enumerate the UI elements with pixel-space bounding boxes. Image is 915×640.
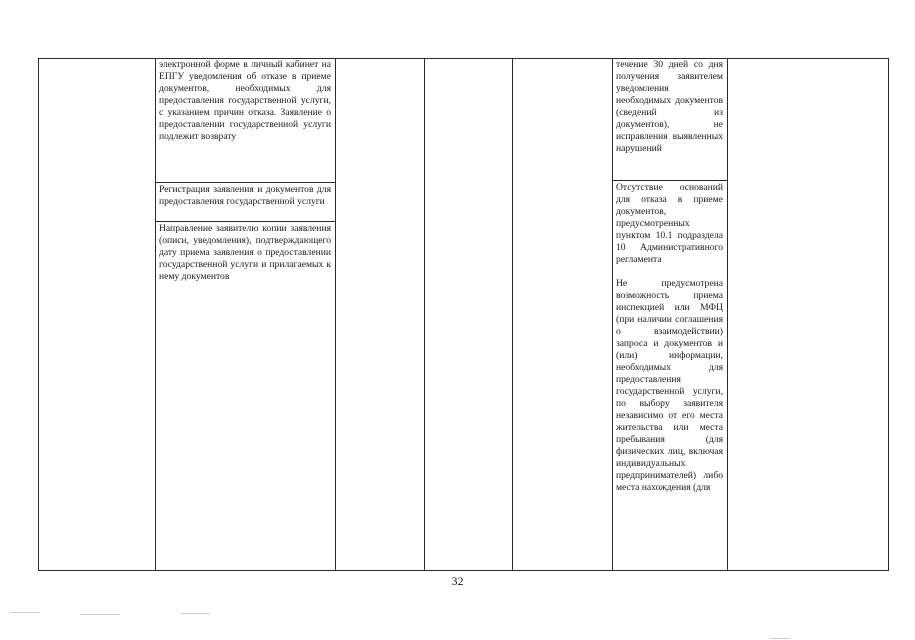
col2-row-separator-2 xyxy=(155,221,336,222)
copy-direction-paragraph: Направление заявителю копии заявления (описи, уведомления), подтверждающего дату приема заявления о предоставлении государственной услуги и прилагаемых к нему документов xyxy=(159,223,331,282)
column-divider-6 xyxy=(727,58,728,571)
scan-artifact xyxy=(80,614,120,615)
extraterritorial-paragraph: Не предусмотрена возможность приема инспекцией или МФЦ (при наличии соглашения о взаимодействии) запроса и документов и (или) информации, необходимых для предоставления государственной услуги, по выбору заявителя независимо от его места жительства или места пребывания (для физических лиц, включая индивидуальных предпринимателей) либо места нахождения (для xyxy=(616,278,723,493)
col6-row-separator xyxy=(612,180,728,181)
column-divider-1 xyxy=(155,58,156,571)
registration-paragraph: Регистрация заявления и документов для предоставления государственной услуги xyxy=(159,184,331,207)
scan-artifact xyxy=(10,612,40,613)
scan-artifact xyxy=(180,613,210,614)
col6-deadline-text xyxy=(616,59,723,155)
col2-registration-text xyxy=(159,184,331,208)
column-divider-5 xyxy=(612,58,613,571)
col2-copy-direction-text xyxy=(159,223,331,283)
no-grounds-paragraph: Отсутствие оснований для отказа в приеме документов, предусмотренных пунктом 10.1 подраздела 10 Административного регламента xyxy=(616,182,723,265)
refusal-notice-paragraph: электронной форме в личный кабинет на ЕПГУ уведомления об отказе в приеме документов, необходимых для предоставления государственной услуги, с указанием причин отказа. Заявление о предоставлении государственной услуги подлежит возврату xyxy=(159,59,331,142)
column-divider-2 xyxy=(335,58,336,571)
column-divider-3 xyxy=(424,58,425,571)
table-bottom-border xyxy=(38,570,889,571)
page-number: 32 xyxy=(451,574,464,588)
col2-row-separator-1 xyxy=(155,182,336,183)
table-right-border xyxy=(888,58,889,571)
scan-artifact xyxy=(770,638,790,639)
table-left-border xyxy=(38,58,39,571)
col2-refusal-text xyxy=(159,59,331,143)
col6-conditions-text xyxy=(616,182,723,494)
deadline-paragraph: течение 30 дней со дня получения заявителем уведомления необходимых документов (сведений из документов), не исправления выявленных нарушений xyxy=(616,59,723,154)
column-divider-4 xyxy=(512,58,513,571)
